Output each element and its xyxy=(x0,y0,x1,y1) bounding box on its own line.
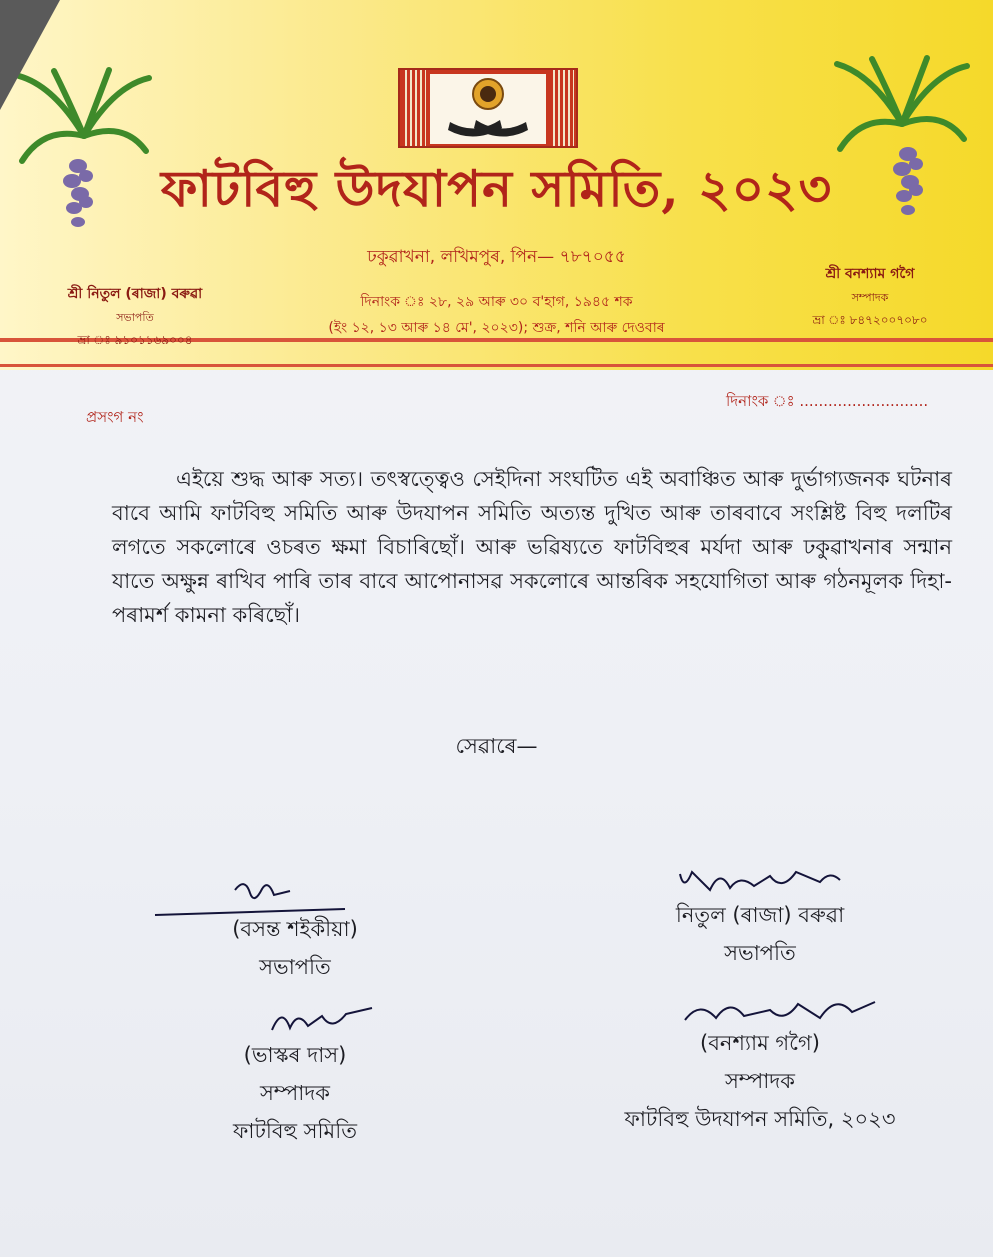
letterhead xyxy=(0,0,993,370)
secretary-name: শ্ৰী বনশ্যাম গগৈ xyxy=(825,266,915,282)
president-name: শ্ৰী নিতুল (ৰাজা) বৰুৱা xyxy=(67,286,203,302)
jaapi-emblem-icon xyxy=(398,68,578,148)
signatory-name: নিতুল (ৰাজা) বৰুৱা xyxy=(675,903,845,927)
gamosa-border-right xyxy=(550,70,574,146)
organization-title: ফাটবিহু উদযাপন সমিতি, ২০২৩ xyxy=(160,159,833,218)
signatory-role: সভাপতি xyxy=(259,955,331,979)
letter-closing: সেৱাৰে— xyxy=(455,734,538,758)
president-role: সভাপতি xyxy=(116,311,154,324)
letter-date-field: দিনাংক ঃ ........................... xyxy=(726,392,929,410)
page-fold-shadow xyxy=(0,0,60,110)
signatory-name: (ভাস্কৰ দাস) xyxy=(243,1043,347,1067)
secretary-role: সম্পাদক xyxy=(851,291,889,304)
signatory-name: (বসন্ত শইকীয়া) xyxy=(232,917,358,941)
jaapi-horns-icon xyxy=(430,74,546,144)
signatory-block xyxy=(560,1024,960,1138)
signatory-block xyxy=(170,1036,420,1150)
letterhead-bottom-rule xyxy=(0,364,993,367)
signatory-role: সভাপতি xyxy=(724,941,796,965)
letter-body: এইয়ে শুদ্ধ আৰু সত্য। তৎস্বত্ত্বেও সেইদিনা সংঘটিত এই অবাঞ্চিত আৰু দুৰ্ভাগ্যজনক ঘটনাৰ বাবে আমি ফাটবিহু সমিতি আৰু উদযাপন সমিতি অত্যন্ত দুখিত আৰু তাৰবাবে সংশ্লিষ্ট বিহু দলটিৰ লগতে সকলোৰে ওচৰত ক্ষমা বিচাৰিছোঁ। আৰু ভৱিষ্যতে ফাটবিহুৰ মৰ্যদা আৰু ঢকুৱাখনাৰ সন্মান যাতে অক্ষুন্ন ৰাখিব পাৰি তাৰ বাবে আপোনাসৱ সকলোৰে আন্তৰিক সহযোগিতা আৰু গঠনমূলক দিহা-পৰামৰ্শ কামনা কৰিছোঁ। xyxy=(112,467,952,627)
event-dates: দিনাংক ঃ ২৮, ২৯ আৰু ৩০ ব'হাগ, ১৯৪৫ শক xyxy=(360,294,633,310)
signatory-org: ফাটবিহু উদযাপন সমিতি, ২০২৩ xyxy=(624,1107,896,1131)
organization-address: ঢকুৱাখনা, লখিমপুৰ, পিন— ৭৮৭০৫৫ xyxy=(367,247,626,267)
secretary-phone: ভ্ৰা ঃ ৮৪৭২০০৭০৮০ xyxy=(812,313,928,327)
signatory-org: ফাটবিহু সমিতি xyxy=(233,1119,357,1143)
president-phone: ভ্ৰা ঃ ৯১০১১৬৯০০৪ xyxy=(77,333,193,347)
gamosa-border-left xyxy=(402,70,426,146)
signatory-block xyxy=(170,910,420,986)
signatory-role: সম্পাদক xyxy=(259,1081,331,1105)
secretary-contact xyxy=(780,262,960,332)
signatory-role: সম্পাদক xyxy=(724,1069,796,1093)
event-dates-english: (ইং ১২, ১৩ আৰু ১৪ মে', ২০২৩); শুক্ৰ, শনি আৰু দেওবাৰ xyxy=(328,320,665,336)
president-contact xyxy=(40,282,230,352)
signatory-block xyxy=(610,896,910,972)
signatory-name: (বনশ্যাম গগৈ) xyxy=(700,1031,820,1055)
reference-number-label: প্ৰসংগ নং xyxy=(86,408,144,426)
emblem-center xyxy=(430,74,546,144)
